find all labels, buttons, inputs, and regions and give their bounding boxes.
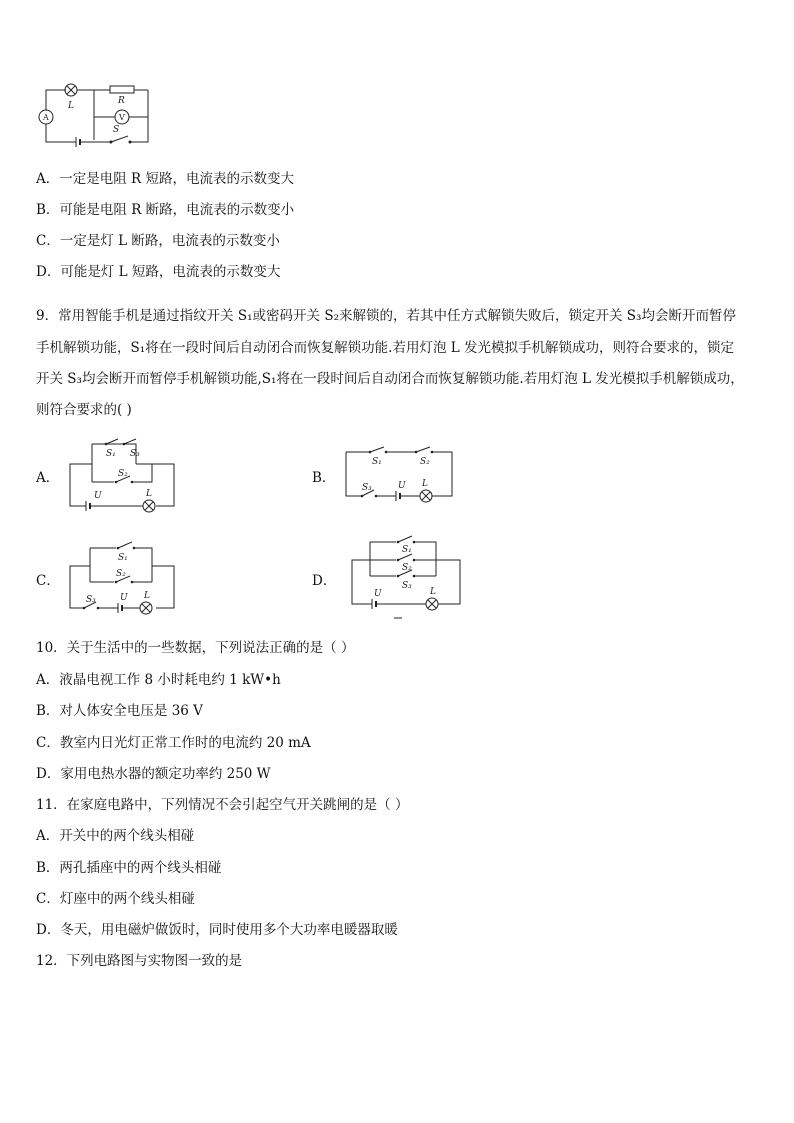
svg-text:S₂: S₂: [118, 469, 128, 479]
svg-text:U: U: [120, 593, 128, 603]
q9-option-c-letter: C．: [36, 573, 60, 589]
q9-option-c-circuit: [66, 536, 186, 616]
q9-option-d-circuit: [348, 532, 468, 622]
svg-text:S₁: S₁: [372, 457, 382, 467]
q8-option-a: A．一定是电阻 R 短路，电流表的示数变大: [36, 171, 294, 187]
q9-option-a-letter: A．: [36, 470, 60, 486]
svg-text:S₃: S₃: [402, 581, 412, 591]
svg-text:V: V: [119, 113, 125, 122]
svg-text:S₁: S₁: [402, 545, 412, 555]
svg-text:S₂: S₂: [420, 457, 430, 467]
q11-option-d: D．冬天，用电磁炉做饭时，同时使用多个大功率电暖器取暖: [36, 922, 398, 938]
q12-stem: 12．下列电路图与实物图一致的是: [36, 953, 243, 969]
q9-option-d-letter: D．: [312, 573, 337, 589]
q11-option-c: C．灯座中的两个线头相碰: [36, 891, 195, 907]
q9-option-b-letter: B．: [312, 470, 336, 486]
q10-option-a: A．液晶电视工作 8 小时耗电约 1 kW•h: [36, 672, 281, 688]
svg-text:S₃: S₃: [86, 595, 96, 605]
svg-text:U: U: [398, 481, 406, 491]
svg-text:L: L: [144, 591, 150, 601]
q9-stem-line-1: 9．常用智能手机是通过指纹开关 S₁或密码开关 S₂来解锁的，若其中任方式解锁失败后，锁定开关 S₃均会断开而暂停: [36, 308, 736, 324]
svg-text:S₂: S₂: [402, 563, 412, 573]
q8-option-c: C．一定是灯 L 断路，电流表的示数变小: [36, 233, 280, 249]
svg-text:A: A: [43, 113, 49, 122]
q10-option-b: B．对人体安全电压是 36 V: [36, 703, 203, 719]
svg-text:S: S: [113, 125, 120, 135]
q10-stem: 10．关于生活中的一些数据，下列说法正确的是（ ）: [36, 640, 355, 656]
svg-text:R: R: [118, 96, 125, 106]
q9-stem-line-2: 手机解锁功能，S₁将在一段时间后自动闭合而恢复解锁功能.若用灯泡 L 发光模拟手机解锁成功，则符合要求的，锁定: [36, 340, 734, 356]
svg-text:L: L: [68, 101, 74, 111]
q10-option-c: C．教室内日光灯正常工作时的电流约 20 mA: [36, 735, 311, 751]
svg-text:S₁: S₁: [118, 553, 128, 563]
q11-option-a: A．开关中的两个线头相碰: [36, 828, 195, 844]
svg-text:L: L: [422, 479, 428, 489]
q10-option-d: D．家用电热水器的额定功率约 250 W: [36, 766, 271, 782]
svg-text:L: L: [146, 489, 152, 499]
q11-stem: 11．在家庭电路中，下列情况不会引起空气开关跳闸的是（ ）: [36, 797, 409, 813]
q9-option-a-circuit: [66, 434, 186, 514]
svg-text:L: L: [430, 587, 436, 597]
resistor-icon: [110, 86, 134, 93]
svg-text:S₃: S₃: [362, 483, 372, 493]
q8-option-b: B．可能是电阻 R 断路，电流表的示数变小: [36, 202, 295, 218]
q9-option-b-circuit: [340, 446, 460, 506]
svg-text:U: U: [374, 589, 382, 599]
q9-stem-line-3: 开关 S₃均会断开而暂停手机解锁功能,S₁将在一段时间后自动闭合而恢复解锁功能.若用灯泡 L 发光模拟手机解锁成功，: [36, 371, 744, 387]
svg-text:S₁: S₁: [106, 449, 116, 459]
svg-text:S₃: S₃: [130, 449, 140, 459]
svg-text:U: U: [94, 491, 102, 501]
q8-option-d: D．可能是灯 L 短路，电流表的示数变大: [36, 264, 281, 280]
q11-option-b: B．两孔插座中的两个线头相碰: [36, 860, 222, 876]
svg-text:S₂: S₂: [116, 569, 126, 579]
q8-circuit-diagram: [36, 80, 156, 150]
q9-stem-line-4: 则符合要求的( ): [36, 402, 132, 418]
